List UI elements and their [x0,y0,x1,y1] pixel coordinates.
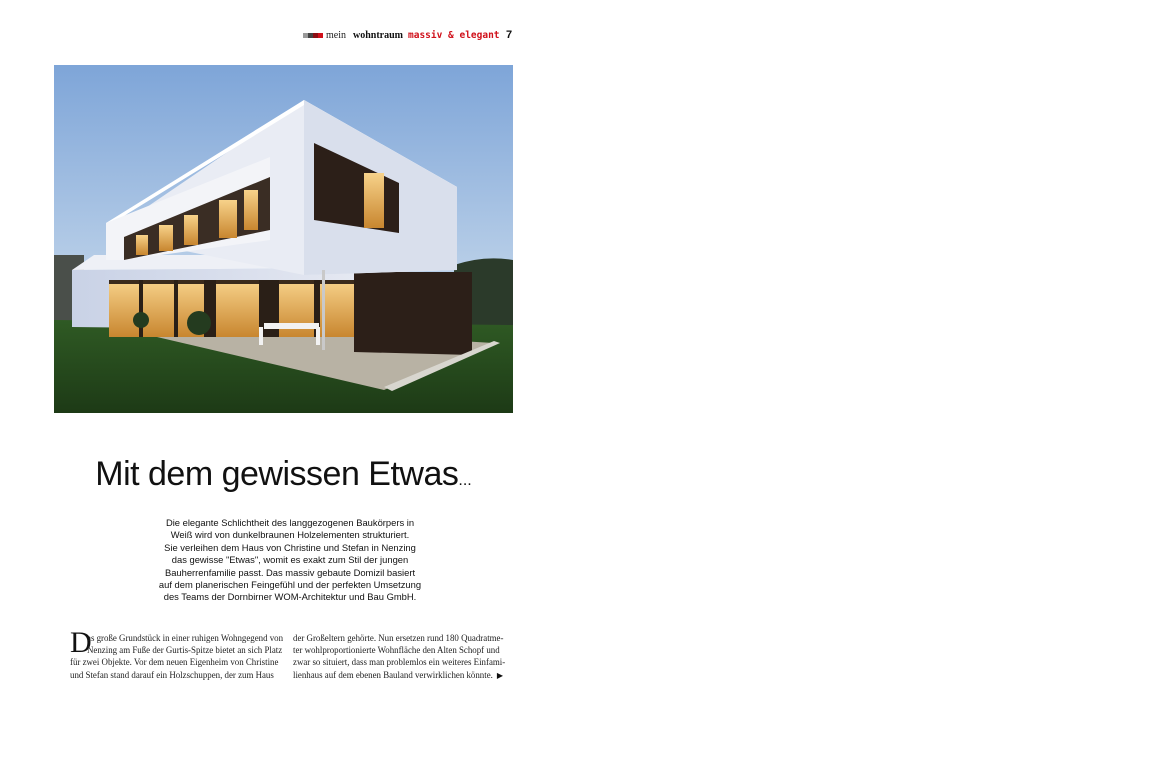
body-line: für zwei Objekte. Vor dem neuen Eigenheim von Christine [70,657,279,668]
body-line: as große Grundstück in einer ruhigen Wohngegend von [87,633,284,643]
article-headline [54,455,513,494]
body-column-2 [293,632,505,682]
body-line: zwar so situiert, dass man problemlos ein weiteres Einfami- [293,657,506,668]
body-line: der Großeltern gehörte. Nun ersetzen rund 180 Quadratme- [293,633,504,643]
house-photo [54,65,513,413]
lead-line: Die elegante Schlichtheit des langgezogenen Baukörpers in [165,517,415,528]
header-prefix: mein [326,30,346,41]
body-column-1 [70,626,284,681]
lead-line: Bauherrenfamilie passt. Das massiv gebaute Domizil basiert [164,566,416,578]
body-line [293,669,505,682]
headline-text: Mit dem gewissen Etwas [95,455,459,493]
page-number: 7 [506,29,513,41]
header-magazine: wohntraum [353,30,404,41]
running-header [303,30,515,42]
body-line-text: lienhaus auf dem ebenen Bauland verwirklichen könnte. [293,669,493,680]
header-section: massiv & elegant [408,30,500,41]
lead-line: Weiß wird von dunkelbraunen Holzelementen strukturiert. [170,529,410,541]
lead-line: Sie verleihen dem Haus von Christine und Stefan in Nenzing [164,541,416,553]
lead-line: des Teams der Dornbirner WOM-Architektur und Bau GmbH. [163,591,417,603]
body-line: Nenzing am Fuße der Gurtis-Spitze bietet an sich Platz [87,645,283,656]
body-line: ter wohlproportionierte Wohnfläche den Alten Schopf und [293,645,500,656]
lead-line: auf dem planerischen Feingefühl und der perfekten Umsetzung [158,579,422,591]
headline-ellipsis: ... [458,472,472,489]
lead-paragraph [130,517,450,604]
body-line: und Stefan stand darauf ein Holzschuppen, der zum Haus [70,669,274,680]
drop-cap: D [70,626,92,659]
lead-line: das gewisse "Etwas", womit es exakt zum Stil der jungen [171,554,409,566]
square-4 [318,33,323,38]
continue-arrow-icon: ▶ [496,670,504,680]
